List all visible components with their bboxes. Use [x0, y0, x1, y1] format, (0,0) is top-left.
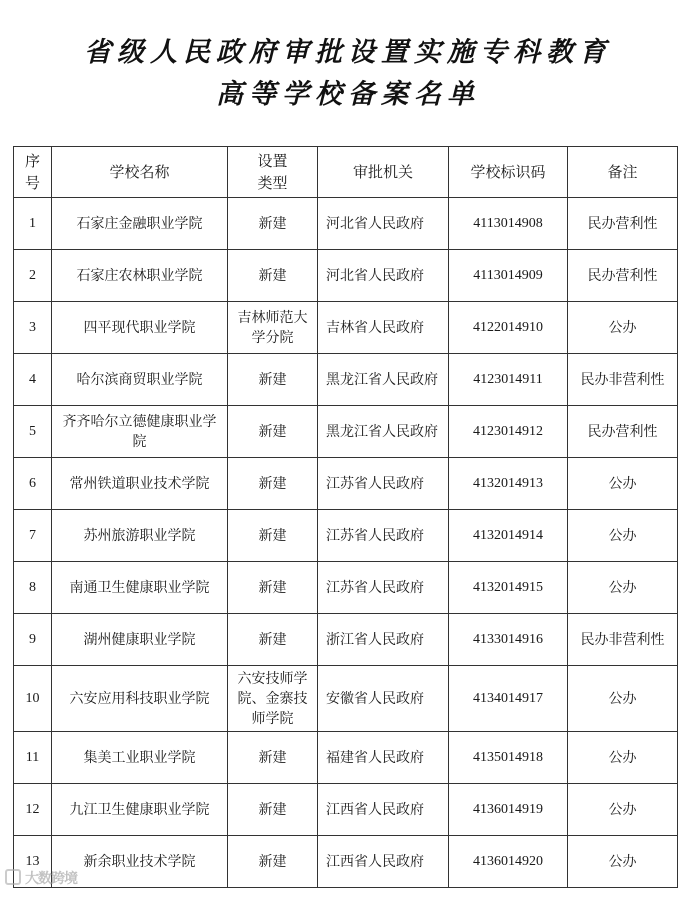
cell-setup-type: 新建 — [228, 458, 318, 510]
cell-setup-type: 新建 — [228, 562, 318, 614]
cell-setup-type: 新建 — [228, 198, 318, 250]
cell-index: 12 — [14, 784, 52, 836]
cell-remarks: 民办营利性 — [568, 406, 678, 458]
cell-index: 3 — [14, 302, 52, 354]
cell-setup-type: 六安技师学院、金寨技师学院 — [228, 666, 318, 732]
brand-logo-icon — [5, 869, 21, 885]
cell-school-code: 4113014909 — [449, 250, 568, 302]
cell-index: 5 — [14, 406, 52, 458]
cell-approving-authority: 江西省人民政府 — [318, 836, 449, 888]
cell-setup-type: 新建 — [228, 510, 318, 562]
cell-index: 2 — [14, 250, 52, 302]
cell-remarks: 民办营利性 — [568, 198, 678, 250]
table-row — [14, 562, 678, 614]
cell-index: 7 — [14, 510, 52, 562]
cell-school-code: 4113014908 — [449, 198, 568, 250]
cell-remarks: 公办 — [568, 732, 678, 784]
cell-approving-authority: 黑龙江省人民政府 — [318, 354, 449, 406]
table-row — [14, 784, 678, 836]
cell-setup-type: 新建 — [228, 836, 318, 888]
cell-approving-authority: 河北省人民政府 — [318, 250, 449, 302]
header-setup-type: 设置类型 — [228, 147, 318, 198]
cell-school-name: 常州铁道职业技术学院 — [52, 458, 228, 510]
cell-index: 13 — [14, 836, 52, 888]
table-row — [14, 732, 678, 784]
cell-school-code: 4136014919 — [449, 784, 568, 836]
cell-school-code: 4132014913 — [449, 458, 568, 510]
cell-remarks: 公办 — [568, 302, 678, 354]
cell-school-name: 九江卫生健康职业学院 — [52, 784, 228, 836]
cell-setup-type: 新建 — [228, 406, 318, 458]
cell-school-code: 4133014916 — [449, 614, 568, 666]
cell-setup-type: 新建 — [228, 784, 318, 836]
cell-school-name: 新余职业技术学院 — [52, 836, 228, 888]
header-remarks: 备注 — [568, 147, 678, 198]
cell-remarks: 民办营利性 — [568, 250, 678, 302]
cell-school-code: 4134014917 — [449, 666, 568, 732]
table-row — [14, 198, 678, 250]
cell-approving-authority: 江苏省人民政府 — [318, 458, 449, 510]
header-school-code: 学校标识码 — [449, 147, 568, 198]
cell-setup-type: 新建 — [228, 250, 318, 302]
cell-school-name: 苏州旅游职业学院 — [52, 510, 228, 562]
table-row — [14, 406, 678, 458]
cell-remarks: 公办 — [568, 784, 678, 836]
cell-school-name: 四平现代职业学院 — [52, 302, 228, 354]
cell-index: 10 — [14, 666, 52, 732]
table-row — [14, 302, 678, 354]
cell-school-name: 齐齐哈尔立德健康职业学院 — [52, 406, 228, 458]
cell-approving-authority: 河北省人民政府 — [318, 198, 449, 250]
cell-school-code: 4136014920 — [449, 836, 568, 888]
cell-school-name: 集美工业职业学院 — [52, 732, 228, 784]
table-row — [14, 666, 678, 732]
cell-school-name: 湖州健康职业学院 — [52, 614, 228, 666]
cell-approving-authority: 江西省人民政府 — [318, 784, 449, 836]
cell-approving-authority: 吉林省人民政府 — [318, 302, 449, 354]
cell-setup-type: 新建 — [228, 732, 318, 784]
cell-index: 6 — [14, 458, 52, 510]
table-row — [14, 250, 678, 302]
document-title-line1: 省级人民政府审批设置实施专科教育 — [84, 37, 612, 68]
cell-school-name: 南通卫生健康职业学院 — [52, 562, 228, 614]
table-row — [14, 510, 678, 562]
cell-index: 11 — [14, 732, 52, 784]
table-row — [14, 836, 678, 888]
cell-school-code: 4135014918 — [449, 732, 568, 784]
cell-index: 9 — [14, 614, 52, 666]
cell-remarks: 公办 — [568, 836, 678, 888]
cell-index: 8 — [14, 562, 52, 614]
cell-remarks: 民办非营利性 — [568, 354, 678, 406]
header-school-name: 学校名称 — [52, 147, 228, 198]
cell-index: 1 — [14, 198, 52, 250]
document-title-line2: 高等学校备案名单 — [216, 79, 480, 110]
cell-school-name: 六安应用科技职业学院 — [52, 666, 228, 732]
cell-school-code: 4132014915 — [449, 562, 568, 614]
cell-approving-authority: 安徽省人民政府 — [318, 666, 449, 732]
table-header-row — [14, 147, 678, 198]
cell-approving-authority: 江苏省人民政府 — [318, 562, 449, 614]
cell-remarks: 民办非营利性 — [568, 614, 678, 666]
cell-setup-type: 新建 — [228, 614, 318, 666]
cell-approving-authority: 黑龙江省人民政府 — [318, 406, 449, 458]
cell-school-name: 石家庄农林职业学院 — [52, 250, 228, 302]
cell-school-code: 4122014910 — [449, 302, 568, 354]
cell-setup-type: 吉林师范大学分院 — [228, 302, 318, 354]
watermark: 大数跨境 — [5, 868, 77, 888]
table-row — [14, 614, 678, 666]
school-filing-table — [13, 146, 678, 888]
cell-school-code: 4132014914 — [449, 510, 568, 562]
cell-remarks: 公办 — [568, 458, 678, 510]
cell-school-code: 4123014912 — [449, 406, 568, 458]
header-approving-authority: 审批机关 — [318, 147, 449, 198]
cell-index: 4 — [14, 354, 52, 406]
cell-approving-authority: 江苏省人民政府 — [318, 510, 449, 562]
table-row — [14, 458, 678, 510]
cell-school-code: 4123014911 — [449, 354, 568, 406]
cell-school-name: 哈尔滨商贸职业学院 — [52, 354, 228, 406]
cell-remarks: 公办 — [568, 562, 678, 614]
header-index: 序号 — [14, 147, 52, 198]
cell-remarks: 公办 — [568, 666, 678, 732]
table-row — [14, 354, 678, 406]
cell-setup-type: 新建 — [228, 354, 318, 406]
cell-approving-authority: 浙江省人民政府 — [318, 614, 449, 666]
cell-remarks: 公办 — [568, 510, 678, 562]
cell-approving-authority: 福建省人民政府 — [318, 732, 449, 784]
cell-school-name: 石家庄金融职业学院 — [52, 198, 228, 250]
